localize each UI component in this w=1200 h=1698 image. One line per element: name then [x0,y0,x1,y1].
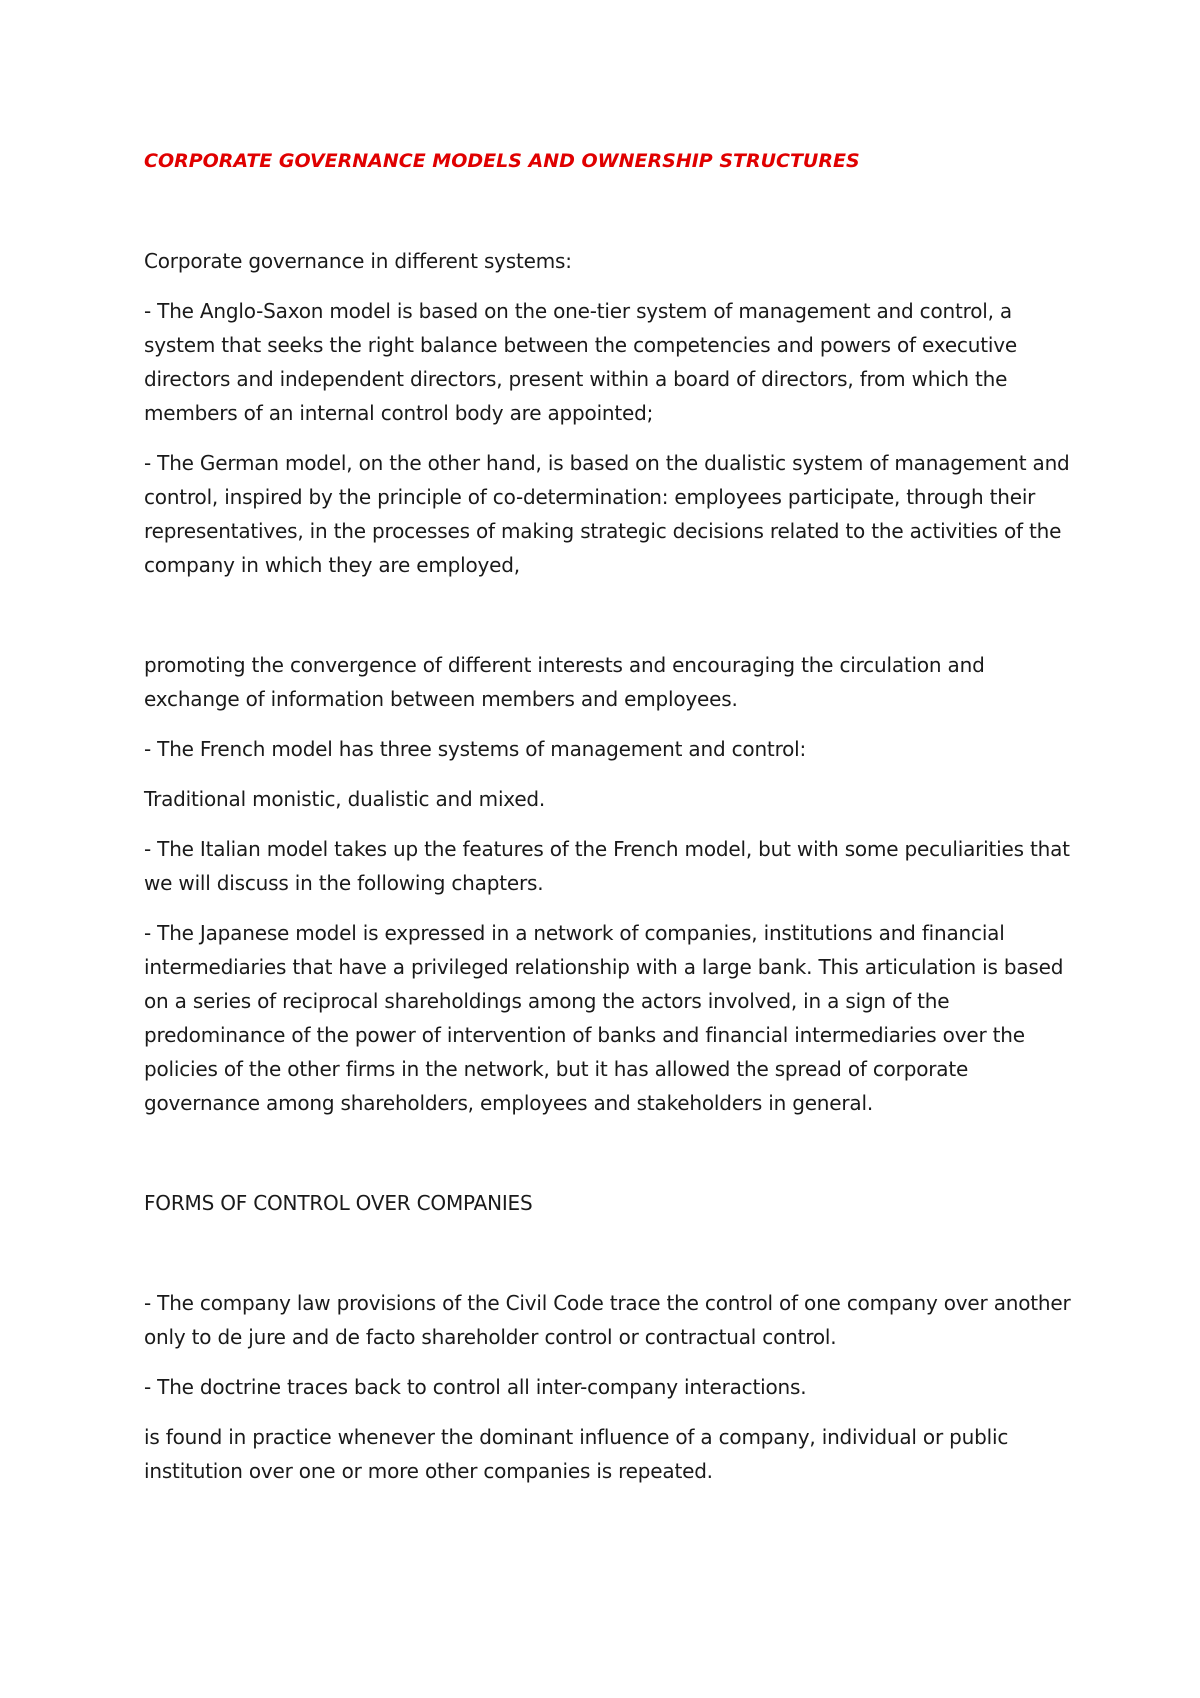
paragraph-dominant-influence: is found in practice whenever the dominant influence of a company, individual or public institution over one or more other companies is repeated. [144,1425,1009,1483]
paragraph-french-systems: Traditional monistic, dualistic and mixed. [144,787,546,811]
paragraph-italian: - The Italian model takes up the features of the French model, but with some peculiarities that we will discuss in the following chapters. [144,837,1070,895]
paragraph-doctrine: - The doctrine traces back to control all inter-company interactions. [144,1375,807,1399]
paragraph-japanese: - The Japanese model is expressed in a network of companies, institutions and financial intermediaries that have a privileged relationship with a large bank. This articulation is based on a series of reciprocal shareholdings among the actors involved, in a sign of the predominance of the power of intervention of banks and financial intermediaries over the policies of the other firms in the network, but it has allowed the spread of corporate governance among shareholders, employees and stakeholders in general. [144,921,1064,1115]
document-title: CORPORATE GOVERNANCE MODELS AND OWNERSHIP STRUCTURES [144,150,860,172]
paragraph-french: - The French model has three systems of management and control: [144,737,807,761]
paragraph-german-continued: promoting the convergence of different interests and encouraging the circulation and exchange of information between members and employees. [144,653,985,711]
section-heading-forms-of-control: FORMS OF CONTROL OVER COMPANIES [144,1191,533,1215]
paragraph-civil-code: - The company law provisions of the Civil Code trace the control of one company over another only to de jure and de facto shareholder control or contractual control. [144,1291,1071,1349]
document-body [144,146,1074,1504]
paragraph-german: - The German model, on the other hand, is based on the dualistic system of management and control, inspired by the principle of co-determination: employees participate, through their representatives, in the processes of making strategic decisions related to the activities of the company in which they are employed, [144,451,1070,577]
paragraph-anglo-saxon: - The Anglo-Saxon model is based on the one-tier system of management and control, a system that seeks the right balance between the competencies and powers of executive directors and independent directors, present within a board of directors, from which the members of an internal control body are appointed; [144,299,1017,425]
paragraph-intro: Corporate governance in different systems: [144,249,572,273]
